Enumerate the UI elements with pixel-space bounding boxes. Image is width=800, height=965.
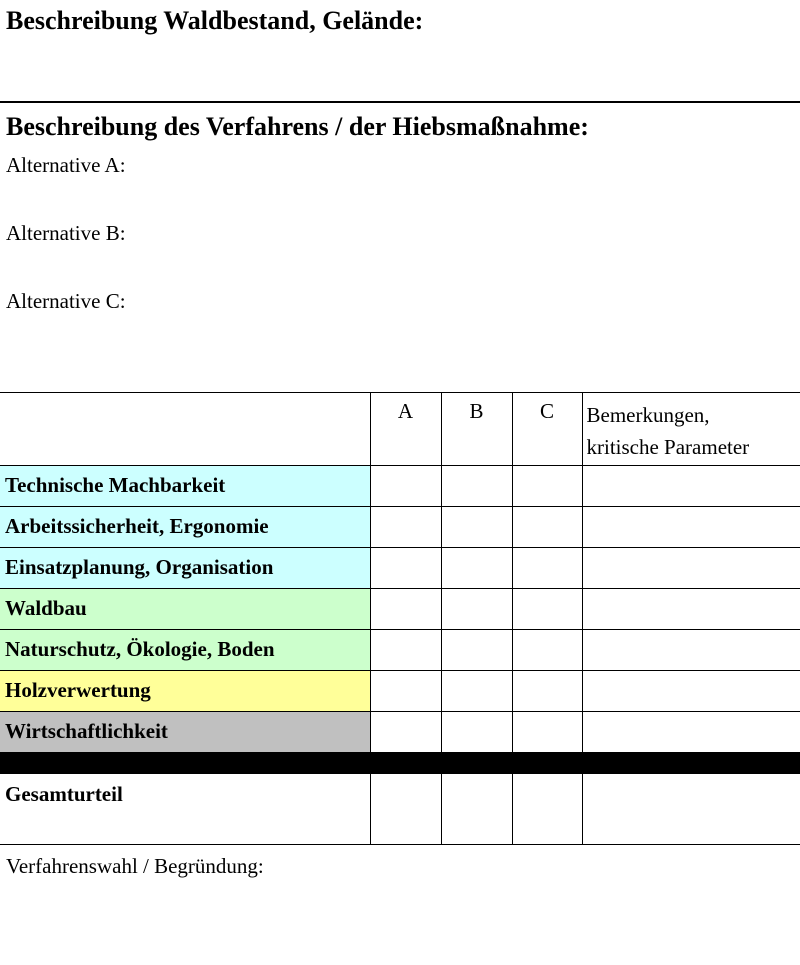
table-row xyxy=(0,712,800,753)
cell-c[interactable] xyxy=(512,548,582,589)
cell-b[interactable] xyxy=(441,671,512,712)
cell-b[interactable] xyxy=(441,712,512,753)
remarks-header-line1: Bemerkungen, xyxy=(586,403,710,427)
criterion-technical-feasibility: Technische Machbarkeit xyxy=(0,466,370,507)
cell-a[interactable] xyxy=(370,774,441,845)
cell-b[interactable] xyxy=(441,589,512,630)
procedure-choice-label: Verfahrenswahl / Begründung: xyxy=(6,854,264,878)
section-title-stand: Beschreibung Waldbestand, Gelände: xyxy=(6,6,424,35)
cell-b[interactable] xyxy=(441,466,512,507)
table-row xyxy=(0,507,800,548)
cell-c[interactable] xyxy=(512,671,582,712)
criterion-work-safety: Arbeitssicherheit, Ergonomie xyxy=(0,507,370,548)
section-title-procedure: Beschreibung des Verfahrens / der Hiebsmaßnahme: xyxy=(6,112,589,141)
cell-a[interactable] xyxy=(370,548,441,589)
cell-c[interactable] xyxy=(512,774,582,845)
alternative-b-label: Alternative B: xyxy=(6,221,126,245)
remarks-header-line2: kritische Parameter xyxy=(586,435,750,459)
separator-bar xyxy=(0,753,800,774)
column-header-b: B xyxy=(441,393,512,466)
table-header-row xyxy=(0,393,800,466)
cell-remarks[interactable] xyxy=(582,507,800,548)
cell-remarks[interactable] xyxy=(582,774,800,845)
alternative-c-label: Alternative C: xyxy=(6,289,126,313)
alternative-a-label: Alternative A: xyxy=(6,153,126,177)
total-label: Gesamturteil xyxy=(0,774,370,845)
cell-c[interactable] xyxy=(512,630,582,671)
cell-b[interactable] xyxy=(441,630,512,671)
cell-b[interactable] xyxy=(441,548,512,589)
table-row xyxy=(0,671,800,712)
column-header-remarks xyxy=(582,393,800,466)
cell-a[interactable] xyxy=(370,630,441,671)
cell-remarks[interactable] xyxy=(582,712,800,753)
evaluation-table xyxy=(0,392,800,845)
cell-remarks[interactable] xyxy=(582,548,800,589)
criterion-nature-conservation: Naturschutz, Ökologie, Boden xyxy=(0,630,370,671)
cell-b[interactable] xyxy=(441,507,512,548)
cell-c[interactable] xyxy=(512,712,582,753)
cell-remarks[interactable] xyxy=(582,466,800,507)
cell-a[interactable] xyxy=(370,671,441,712)
criterion-deployment-planning: Einsatzplanung, Organisation xyxy=(0,548,370,589)
table-row xyxy=(0,589,800,630)
criterion-timber-utilization: Holzverwertung xyxy=(0,671,370,712)
table-row xyxy=(0,466,800,507)
cell-remarks[interactable] xyxy=(582,630,800,671)
cell-a[interactable] xyxy=(370,589,441,630)
criterion-silviculture: Waldbau xyxy=(0,589,370,630)
cell-c[interactable] xyxy=(512,507,582,548)
separator-bar-cell xyxy=(0,753,800,774)
cell-a[interactable] xyxy=(370,507,441,548)
divider-line xyxy=(0,101,800,103)
cell-b[interactable] xyxy=(441,774,512,845)
table-row xyxy=(0,630,800,671)
column-header-a: A xyxy=(370,393,441,466)
criterion-economic-efficiency: Wirtschaftlichkeit xyxy=(0,712,370,753)
header-empty-cell xyxy=(0,393,370,466)
cell-a[interactable] xyxy=(370,712,441,753)
cell-c[interactable] xyxy=(512,466,582,507)
table-row xyxy=(0,548,800,589)
column-header-c: C xyxy=(512,393,582,466)
total-row xyxy=(0,774,800,845)
cell-a[interactable] xyxy=(370,466,441,507)
cell-remarks[interactable] xyxy=(582,671,800,712)
cell-remarks[interactable] xyxy=(582,589,800,630)
cell-c[interactable] xyxy=(512,589,582,630)
